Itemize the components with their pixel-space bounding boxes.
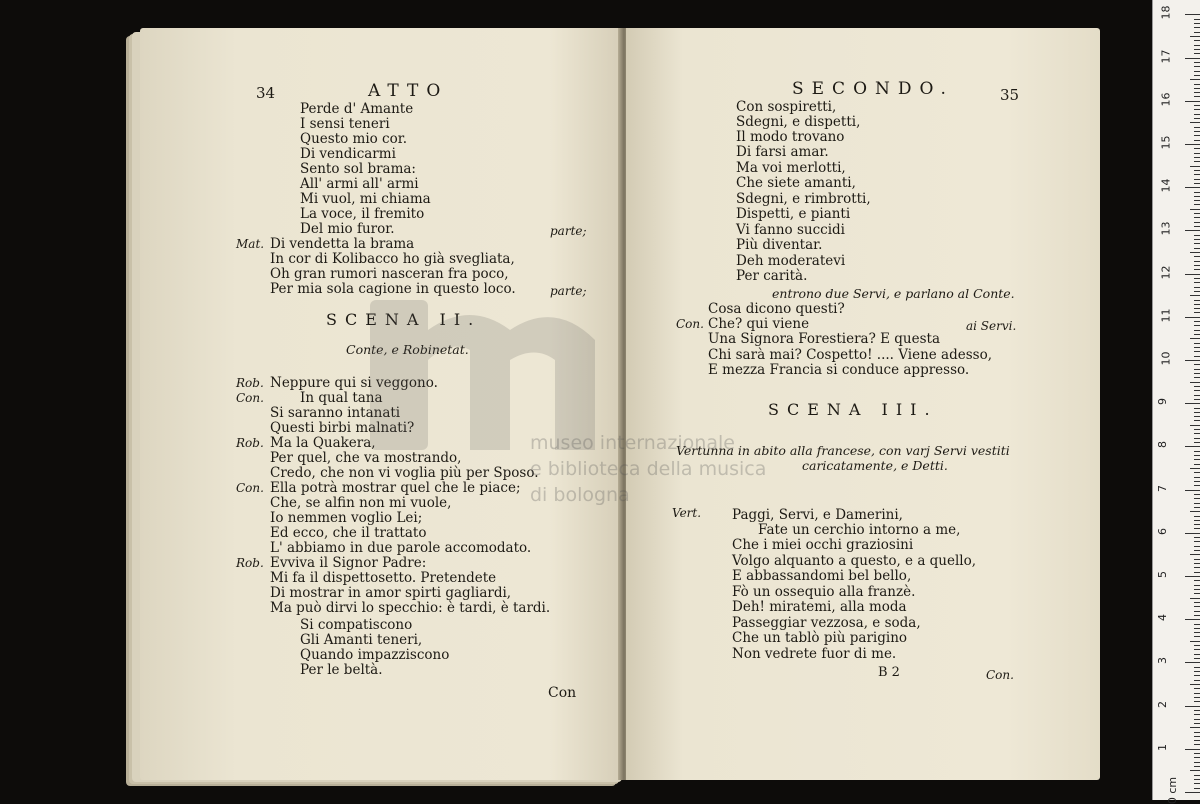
ruler-tick xyxy=(1194,243,1200,244)
ruler-tick xyxy=(1194,723,1200,724)
ruler-tick xyxy=(1194,416,1200,417)
ruler-tick xyxy=(1194,516,1200,517)
verse-line: Con sospiretti, xyxy=(736,99,837,115)
ruler-label: 15 xyxy=(1159,135,1173,150)
ruler-tick xyxy=(1194,256,1200,257)
ruler-tick xyxy=(1190,252,1200,253)
ruler-tick xyxy=(1194,408,1200,409)
verse-line: E abbassandomi bel bello, xyxy=(732,568,912,584)
catchword: Con. xyxy=(986,668,1014,682)
verse-line: Di vendetta la brama xyxy=(270,236,415,252)
ruler-tick xyxy=(1194,775,1200,776)
ruler-tick xyxy=(1194,291,1200,292)
ruler-tick xyxy=(1194,109,1200,110)
ruler-tick xyxy=(1194,412,1200,413)
ruler-label: 12 xyxy=(1159,265,1173,280)
ruler-tick xyxy=(1194,330,1200,331)
ruler-tick xyxy=(1194,92,1200,93)
verse-line: Di farsi amar. xyxy=(736,144,829,160)
ruler-tick xyxy=(1194,485,1200,486)
ruler-tick xyxy=(1194,377,1200,378)
ruler-tick xyxy=(1194,351,1200,352)
verse-line: Ma voi merlotti, xyxy=(736,160,846,176)
ruler-tick xyxy=(1194,312,1200,313)
dialogue-line: Quando impazziscono xyxy=(300,647,450,663)
ruler-tick xyxy=(1194,27,1200,28)
open-book xyxy=(132,28,1132,788)
ruler-tick xyxy=(1194,222,1200,223)
ruler-tick xyxy=(1194,200,1200,201)
ruler-tick xyxy=(1194,459,1200,460)
ruler-tick xyxy=(1194,451,1200,452)
ruler-tick xyxy=(1185,58,1200,59)
ruler-tick xyxy=(1194,671,1200,672)
dialogue-line: Neppure qui si veggono. xyxy=(270,375,438,391)
ruler-tick xyxy=(1194,287,1200,288)
ruler-tick xyxy=(1194,580,1200,581)
stage-direction: parte; xyxy=(550,224,587,238)
ruler-tick xyxy=(1194,710,1200,711)
dialogue-line: Ed ecco, che il trattato xyxy=(270,525,427,541)
ruler-tick xyxy=(1194,654,1200,655)
ruler-tick xyxy=(1190,598,1200,599)
ruler-tick xyxy=(1194,278,1200,279)
dialogue-line: Una Signora Forestiera? E questa xyxy=(708,331,940,347)
verse-line: Del mio furor. xyxy=(300,221,395,237)
verse-line: La voce, il fremito xyxy=(300,206,425,222)
dialogue-line: E mezza Francia si conduce appresso. xyxy=(708,362,970,378)
verse-line: Oh gran rumori nasceran fra poco, xyxy=(270,266,509,282)
verse-line: Deh moderatevi xyxy=(736,253,846,269)
ruler-tick xyxy=(1194,127,1200,128)
speaker-label: Con. xyxy=(236,481,264,495)
ruler-tick xyxy=(1185,360,1200,361)
ruler-tick xyxy=(1194,174,1200,175)
stage-direction: entrono due Servi, e parlano al Conte. xyxy=(772,286,1015,301)
ruler-label: 5 xyxy=(1156,571,1169,578)
signature-mark: B 2 xyxy=(878,665,900,680)
ruler-tick xyxy=(1194,762,1200,763)
ruler-tick xyxy=(1194,118,1200,119)
ruler-tick xyxy=(1190,511,1200,512)
ruler-tick xyxy=(1194,399,1200,400)
right-running-head: SECONDO. xyxy=(792,79,954,99)
ruler-tick xyxy=(1194,788,1200,789)
ruler-tick xyxy=(1194,503,1200,504)
ruler-tick xyxy=(1194,645,1200,646)
ruler-tick xyxy=(1194,114,1200,115)
ruler-label: 4 xyxy=(1156,614,1169,622)
ruler-tick xyxy=(1194,96,1200,97)
ruler-tick xyxy=(1190,468,1200,469)
ruler-tick xyxy=(1194,550,1200,551)
left-running-head: ATTO xyxy=(368,81,449,101)
ruler-label: 1 xyxy=(1156,743,1169,751)
watermark-text: di bologna xyxy=(530,484,630,506)
ruler-tick xyxy=(1194,343,1200,344)
ruler-label: 6 xyxy=(1156,527,1169,535)
ruler-label: 13 xyxy=(1159,221,1173,236)
ruler-tick xyxy=(1194,308,1200,309)
ruler-tick xyxy=(1185,619,1200,620)
ruler-tick xyxy=(1190,425,1200,426)
verse-line: Paggi, Servi, e Damerini, xyxy=(732,507,903,523)
ruler-tick xyxy=(1194,325,1200,326)
ruler-tick xyxy=(1194,602,1200,603)
ruler-tick xyxy=(1194,23,1200,24)
ruler-tick xyxy=(1194,455,1200,456)
ruler-tick xyxy=(1194,624,1200,625)
ruler-label: 16 xyxy=(1159,92,1173,107)
ruler-tick xyxy=(1190,338,1200,339)
ruler-tick xyxy=(1194,628,1200,629)
speaker-label: Mat. xyxy=(236,237,265,251)
ruler-tick xyxy=(1190,295,1200,296)
ruler-tick xyxy=(1194,675,1200,676)
verse-line: Mi vuol, mi chiama xyxy=(300,191,431,207)
ruler-tick xyxy=(1194,282,1200,283)
left-page-number: 34 xyxy=(256,84,276,102)
ruler-label: 11 xyxy=(1159,308,1173,323)
verse-line: Che un tablò più parigino xyxy=(732,630,908,646)
right-page-number: 35 xyxy=(1000,86,1020,104)
ruler-tick xyxy=(1194,528,1200,529)
ruler-tick xyxy=(1194,719,1200,720)
ruler-tick xyxy=(1194,433,1200,434)
ruler-label: 2 xyxy=(1156,700,1169,708)
ruler-label: 8 xyxy=(1156,441,1169,449)
dialogue-line: Che, se alfin non mi vuole, xyxy=(270,495,452,511)
verse-line: Fate un cerchio intorno a me, xyxy=(758,522,961,538)
ruler-tick xyxy=(1194,438,1200,439)
left-page xyxy=(140,28,622,780)
dialogue-line: Che? qui viene xyxy=(708,316,810,332)
scene-heading: SCENA II. xyxy=(326,310,482,329)
dialogue-line: Cosa dicono questi? xyxy=(708,301,845,317)
ruler-tick xyxy=(1194,541,1200,542)
ruler-tick xyxy=(1194,71,1200,72)
ruler-tick xyxy=(1194,567,1200,568)
ruler-tick xyxy=(1190,166,1200,167)
measurement-ruler xyxy=(1152,0,1200,804)
ruler-tick xyxy=(1194,179,1200,180)
ruler-tick xyxy=(1194,524,1200,525)
scene-description: caricatamente, e Detti. xyxy=(802,458,948,473)
ruler-tick xyxy=(1194,192,1200,193)
verse-line: Perde d' Amante xyxy=(300,101,414,117)
verse-line: Che i miei occhi graziosini xyxy=(732,537,914,553)
ruler-tick xyxy=(1185,230,1200,231)
ruler-tick xyxy=(1194,611,1200,612)
ruler-tick xyxy=(1185,144,1200,145)
dialogue-line: In qual tana xyxy=(300,390,383,406)
dialogue-line: Ella potrà mostrar quel che le piace; xyxy=(270,480,521,496)
dialogue-line: Chi sarà mai? Cospetto! .... Viene adesso, xyxy=(708,347,993,363)
ruler-label: 14 xyxy=(1159,178,1173,193)
dialogue-line: Io nemmen voglio Lei; xyxy=(270,510,423,526)
ruler-tick xyxy=(1194,732,1200,733)
ruler-tick xyxy=(1194,19,1200,20)
ruler-tick xyxy=(1194,766,1200,767)
ruler-tick xyxy=(1185,490,1200,491)
ruler-tick xyxy=(1194,304,1200,305)
ruler-tick xyxy=(1194,736,1200,737)
ruler-tick xyxy=(1185,792,1200,793)
ruler-tick xyxy=(1194,779,1200,780)
verse-line: All' armi all' armi xyxy=(300,176,419,192)
speaker-label: Con. xyxy=(236,391,264,405)
ruler-tick xyxy=(1194,75,1200,76)
ruler-tick xyxy=(1194,636,1200,637)
ruler-tick xyxy=(1194,239,1200,240)
verse-line: Deh! miratemi, alla moda xyxy=(732,599,907,615)
dialogue-line: Mi fa il dispettosetto. Pretendete xyxy=(270,570,497,586)
ruler-tick xyxy=(1185,274,1200,275)
dialogue-line: Questi birbi malnati? xyxy=(270,420,415,436)
ruler-label: 9 xyxy=(1156,398,1169,406)
ruler-tick xyxy=(1194,585,1200,586)
verse-line: Sdegni, e dispetti, xyxy=(736,114,861,130)
dialogue-line: Credo, che non vi voglia più per Sposo. xyxy=(270,465,539,481)
ruler-tick xyxy=(1194,347,1200,348)
watermark-text: museo internazionale xyxy=(530,432,735,454)
dialogue-line: Si saranno intanati xyxy=(270,405,401,421)
ruler-tick xyxy=(1194,395,1200,396)
ruler-tick xyxy=(1190,554,1200,555)
ruler-label: 3 xyxy=(1156,657,1169,665)
ruler-tick xyxy=(1194,373,1200,374)
ruler-tick xyxy=(1194,386,1200,387)
right-page xyxy=(626,28,1100,780)
ruler-tick xyxy=(1194,714,1200,715)
ruler-tick xyxy=(1185,14,1200,15)
scene-description: Vertunna in abito alla francese, con varj Servi vestiti xyxy=(676,443,1010,458)
ruler-tick xyxy=(1190,79,1200,80)
ruler-label: 18 xyxy=(1159,5,1173,20)
ruler-tick xyxy=(1194,563,1200,564)
ruler-tick xyxy=(1194,783,1200,784)
ruler-tick xyxy=(1185,446,1200,447)
ruler-tick xyxy=(1194,213,1200,214)
ruler-tick xyxy=(1194,334,1200,335)
ruler-tick xyxy=(1194,559,1200,560)
ruler-tick xyxy=(1190,727,1200,728)
dialogue-line: Di mostrar in amor spirti gagliardi, xyxy=(270,585,512,601)
ruler-tick xyxy=(1194,140,1200,141)
verse-line: In cor di Kolibacco ho già svegliata, xyxy=(270,251,515,267)
ruler-tick xyxy=(1194,701,1200,702)
ruler-tick xyxy=(1194,235,1200,236)
dialogue-line: Gli Amanti teneri, xyxy=(300,632,423,648)
speaker-label: Vert. xyxy=(672,506,702,520)
ruler-tick xyxy=(1194,204,1200,205)
ruler-tick xyxy=(1194,658,1200,659)
ruler-label: 17 xyxy=(1159,49,1173,64)
ruler-label: 0 cm xyxy=(1166,776,1180,804)
verse-line: Questo mio cor. xyxy=(300,131,408,147)
ruler-tick xyxy=(1194,66,1200,67)
ruler-tick xyxy=(1194,248,1200,249)
dialogue-line: L' abbiamo in due parole accomodato. xyxy=(270,540,532,556)
ruler-tick xyxy=(1194,226,1200,227)
ruler-tick xyxy=(1194,744,1200,745)
speaker-label: Rob. xyxy=(236,436,264,450)
ruler-tick xyxy=(1194,364,1200,365)
scene-characters: Conte, e Robinetat. xyxy=(346,342,469,357)
ruler-tick xyxy=(1194,196,1200,197)
stage-direction: parte; xyxy=(550,284,587,298)
ruler-tick xyxy=(1194,32,1200,33)
ruler-tick xyxy=(1194,649,1200,650)
ruler-tick xyxy=(1194,62,1200,63)
verse-line: Sdegni, e rimbrotti, xyxy=(736,191,871,207)
ruler-tick xyxy=(1194,131,1200,132)
ruler-tick xyxy=(1194,472,1200,473)
ruler-tick xyxy=(1194,753,1200,754)
ruler-tick xyxy=(1194,680,1200,681)
ruler-tick xyxy=(1194,265,1200,266)
ruler-tick xyxy=(1194,390,1200,391)
ruler-tick xyxy=(1194,481,1200,482)
ruler-tick xyxy=(1190,122,1200,123)
ruler-tick xyxy=(1194,157,1200,158)
ruler-tick xyxy=(1194,464,1200,465)
ruler-tick xyxy=(1194,161,1200,162)
ruler-tick xyxy=(1194,321,1200,322)
ruler-tick xyxy=(1194,261,1200,262)
verse-line: Più diventar. xyxy=(736,237,823,253)
watermark-text: e biblioteca della musica xyxy=(530,458,767,480)
ruler-tick xyxy=(1190,382,1200,383)
dialogue-line: Ma può dirvi lo specchio: è tardi, è tardi. xyxy=(270,600,551,616)
ruler-tick xyxy=(1194,589,1200,590)
verse-line: Dispetti, e pianti xyxy=(736,206,851,222)
ruler-tick xyxy=(1194,269,1200,270)
stage-direction: ai Servi. xyxy=(966,319,1017,333)
ruler-tick xyxy=(1190,770,1200,771)
ruler-tick xyxy=(1194,170,1200,171)
speaker-label: Rob. xyxy=(236,556,264,570)
ruler-tick xyxy=(1194,300,1200,301)
ruler-tick xyxy=(1194,740,1200,741)
ruler-tick xyxy=(1190,209,1200,210)
ruler-tick xyxy=(1194,153,1200,154)
ruler-tick xyxy=(1185,749,1200,750)
ruler-tick xyxy=(1194,520,1200,521)
ruler-tick xyxy=(1194,546,1200,547)
verse-line: Per carità. xyxy=(736,268,808,284)
ruler-tick xyxy=(1194,356,1200,357)
ruler-tick xyxy=(1194,498,1200,499)
ruler-tick xyxy=(1194,494,1200,495)
ruler-tick xyxy=(1194,632,1200,633)
ruler-tick xyxy=(1194,572,1200,573)
verse-line: Per mia sola cagione in questo loco. xyxy=(270,281,516,297)
ruler-tick xyxy=(1194,606,1200,607)
speaker-label: Con. xyxy=(676,317,704,331)
ruler-tick xyxy=(1194,45,1200,46)
verse-line: Fò un ossequio alla franzè. xyxy=(732,584,916,600)
ruler-tick xyxy=(1185,403,1200,404)
ruler-tick xyxy=(1194,53,1200,54)
ruler-tick xyxy=(1194,593,1200,594)
scene-heading: SCENA III. xyxy=(768,400,938,419)
verse-line: Non vedrete fuor di me. xyxy=(732,646,897,662)
ruler-tick xyxy=(1194,369,1200,370)
ruler-tick xyxy=(1194,697,1200,698)
dialogue-line: Per quel, che va mostrando, xyxy=(270,450,462,466)
ruler-tick xyxy=(1190,641,1200,642)
verse-line: Vi fanno succidi xyxy=(736,222,845,238)
speaker-label: Rob. xyxy=(236,376,264,390)
dialogue-line: Per le beltà. xyxy=(300,662,383,678)
dialogue-line: Ma la Quakera, xyxy=(270,435,376,451)
ruler-tick xyxy=(1194,615,1200,616)
ruler-tick xyxy=(1194,420,1200,421)
ruler-tick xyxy=(1194,183,1200,184)
ruler-tick xyxy=(1194,40,1200,41)
ruler-tick xyxy=(1194,757,1200,758)
ruler-tick xyxy=(1185,576,1200,577)
ruler-tick xyxy=(1185,533,1200,534)
ruler-tick xyxy=(1194,693,1200,694)
ruler-tick xyxy=(1194,688,1200,689)
verse-line: I sensi teneri xyxy=(300,116,390,132)
ruler-tick xyxy=(1190,36,1200,37)
ruler-tick xyxy=(1194,507,1200,508)
ruler-tick xyxy=(1194,429,1200,430)
ruler-tick xyxy=(1194,477,1200,478)
ruler-tick xyxy=(1194,84,1200,85)
verse-line: Passeggiar vezzosa, e soda, xyxy=(732,615,921,631)
ruler-tick xyxy=(1194,148,1200,149)
dialogue-line: Si compatiscono xyxy=(300,617,413,633)
dialogue-line: Evviva il Signor Padre: xyxy=(270,555,427,571)
ruler-tick xyxy=(1194,105,1200,106)
verse-line: Che siete amanti, xyxy=(736,175,856,191)
verse-line: Volgo alquanto a questo, e a quello, xyxy=(732,553,977,569)
ruler-tick xyxy=(1185,317,1200,318)
catchword: Con xyxy=(548,685,577,701)
ruler-tick xyxy=(1194,537,1200,538)
ruler-tick xyxy=(1194,49,1200,50)
ruler-tick xyxy=(1194,667,1200,668)
verse-line: Di vendicarmi xyxy=(300,146,396,162)
ruler-tick xyxy=(1194,88,1200,89)
ruler-tick xyxy=(1185,187,1200,188)
ruler-tick xyxy=(1194,217,1200,218)
ruler-tick xyxy=(1185,101,1200,102)
ruler-tick xyxy=(1190,684,1200,685)
ruler-tick xyxy=(1185,662,1200,663)
verse-line: Sento sol brama: xyxy=(300,161,416,177)
ruler-label: 7 xyxy=(1156,484,1169,492)
verse-line: Il modo trovano xyxy=(736,129,845,145)
ruler-tick xyxy=(1194,135,1200,136)
ruler-label: 10 xyxy=(1159,351,1173,366)
ruler-tick xyxy=(1194,442,1200,443)
ruler-tick xyxy=(1185,706,1200,707)
